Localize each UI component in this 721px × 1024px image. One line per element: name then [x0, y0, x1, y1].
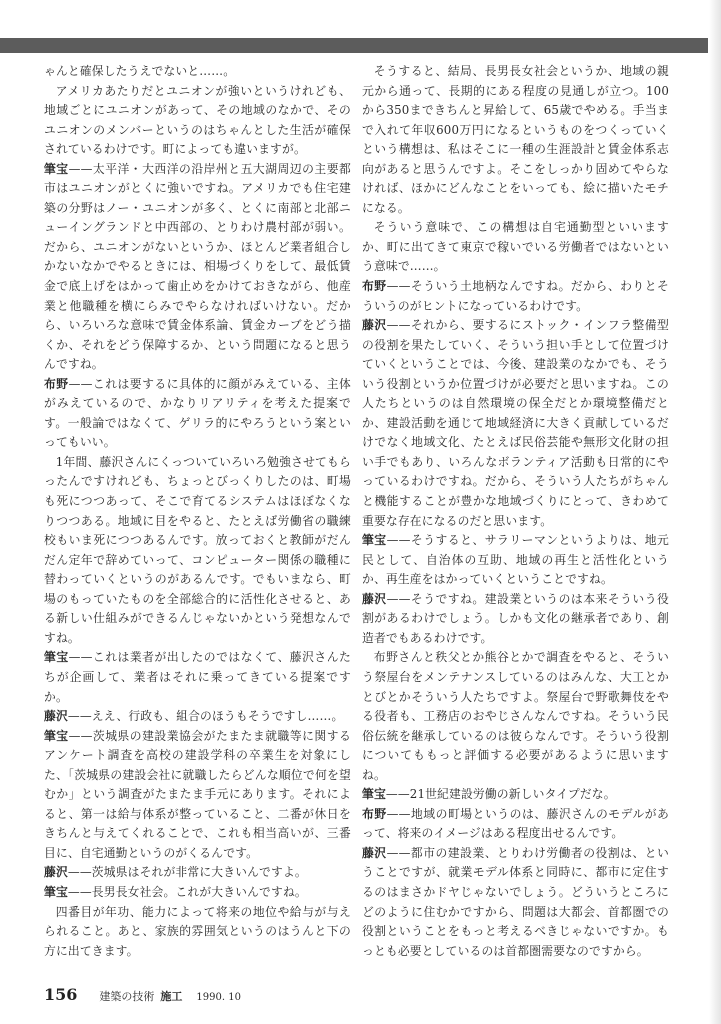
speaker-name: 藤沢	[362, 845, 387, 860]
paragraph	[44, 62, 351, 82]
magazine-title: 建築の技術	[99, 990, 155, 1003]
speaker-name: 藤沢	[44, 865, 68, 880]
paragraph-text: アメリカあたりだとユニオンが強いというけれども、地域ごとにユニオンがあって、その地域のなかで、そのユニオンのメンバーというのはちゃんとした生活が確保されているわけです。町によっても違いますが。	[44, 83, 351, 157]
paragraph-text: ——21世紀建設労働の新しいタイプだな。	[385, 787, 616, 802]
speaker-name: 筆宝	[362, 787, 386, 802]
paragraph-text: ——それから、要するにストック・インフラ整備型の役割を果たしていく、そういう担い手として位置づけていくということでは、今後、建設業のなかでも、そういう役割というか位置づけが必要だと思いますね。この人たちというのは自然環境の保全だとか環境整備だとか、建設活動を通じて地域経済に大きく貢献しているだけでなく地域文化、たとえば民俗芸能や無形文化財の担い手でもあり、いろんなボランティア活動も日常的にやっているわけですね。だから、そういう人たちがちゃんと機能することが豊かな地域づくりにとって、きわめて重要な存在になるのだと思います。	[362, 318, 669, 528]
paragraph	[44, 648, 351, 707]
paragraph	[44, 863, 351, 883]
paragraph	[44, 903, 351, 962]
paragraph-text: ——これは業者が出したのではなくて、藤沢さんたちが企画して、業者はそれに乗ってきている提案ですか。	[44, 650, 351, 704]
issue-date: 1990. 10	[196, 992, 241, 1003]
speaker-name: 筆宝	[44, 728, 69, 743]
paragraph-text: ——都市の建設業、とりわけ労働者の役割は、ということですが、就業モデル体系と同時に、都市に定住するのはまさかドヤじゃないでしょう。どういうところにどのように住むかですから、問題は大都会、首都圏での役割ということをもっと考えるべきじゃないですか。もっとも必要としているのは首都圏需要なのですから。	[362, 845, 669, 958]
paragraph	[362, 277, 669, 316]
paragraph-text: ——長男長女社会。これが大きいんですね。	[67, 884, 307, 899]
paragraph	[362, 805, 669, 844]
paragraph-text: ——茨城県はそれが非常に大きいんですよ。	[67, 865, 307, 880]
paragraph-text: 布野さんと秩父とか熊谷とかで調査をやると、そういう祭屋台をメンテナンスしているのはみんな、大工とかとびとかそういう人たちですよ。祭屋台で野歌舞伎をやる役者も、工務店のおやじさんなんですね。そういう民俗伝統を継承しているのは彼らなんです。そういう役割についてももっと評価する必要があるように思いますね。	[362, 650, 669, 782]
speaker-name: 筆宝	[44, 650, 69, 665]
paragraph	[362, 590, 669, 649]
paragraph	[362, 844, 669, 961]
speaker-name: 布野	[362, 279, 387, 294]
paragraph-text: ——そうですね。建設業というのは本来そういう役割があるわけでしょう。しかも文化の継承者であり、創造者でもあるわけです。	[362, 591, 669, 645]
paragraph	[362, 218, 669, 277]
paragraph-text: ——地域の町場というのは、藤沢さんのモデルがあって、将来のイメージはある程度出せるんです。	[362, 806, 669, 841]
paragraph	[44, 883, 351, 903]
speaker-name: 筆宝	[44, 884, 68, 899]
paragraph	[44, 727, 351, 864]
page-edge-shadow	[709, 0, 721, 1024]
paragraph	[44, 82, 351, 160]
left-column	[44, 62, 351, 961]
speaker-name: 布野	[44, 376, 69, 391]
paragraph-text: そうすると、結局、長男長女社会というか、地域の親元から通って、長期的にある程度の見通しが立つ。100から350まできちんと昇給して、65歳でやめる。手当まで入れて年収600万円になるというものをつくっていくという構想は、私はそこに一種の生涯設計と賃金体系志向があると思うんですよ。そこをしっかり固めてやらなければ、ほかにどんなことをいっても、絵に描いたモチになる。	[362, 64, 669, 215]
paragraph-text: そういう意味で、この構想は自宅通勤型といいますか、町に出てきて東京で稼いでいる労働者ではないという意味で……。	[362, 220, 669, 274]
right-column	[362, 62, 669, 961]
paragraph-text: ゃんと確保したうえでないと……。	[44, 64, 236, 78]
paragraph-text: ——太平洋・大西洋の沿岸州と五大湖周辺の主要都市はユニオンがとくに強いですね。アメリカでも住宅建築の分野はノー・ユニオンが多く、とくに南部と北部ニューイングランドと中西部の、とりわけ農村部が弱い。だから、ユニオンがないというか、ほとんど業者組合しかないなかでやるときには、相場づくりをして、最低賃金で底上げをはかって歯止めをかけておきながら、他産業と他職種を横にらみでやらなければいけない。だから、いろいろな意味で賃金体系論、賃金カーブをどう描くか、それをどう保障するか、という問題になると思うんですね。	[44, 161, 351, 372]
header-bar	[0, 38, 708, 53]
page-number: 156	[44, 985, 78, 1004]
paragraph	[44, 375, 351, 453]
paragraph	[44, 707, 351, 727]
paragraph	[362, 62, 669, 218]
paragraph	[362, 785, 669, 805]
paragraph	[44, 160, 351, 375]
speaker-name: 藤沢	[44, 709, 68, 724]
paragraph	[362, 648, 669, 785]
speaker-name: 筆宝	[362, 533, 387, 548]
speaker-name: 筆宝	[44, 161, 69, 176]
page-footer	[44, 985, 241, 1009]
paragraph-text: ——これは要するに具体的に顔がみえている、主体がみえているので、かなりリアリティを考えた提案です。一般論ではなくて、ゲリラ的にやろうという案といってもいい。	[44, 376, 351, 450]
speaker-name: 藤沢	[362, 591, 387, 606]
paragraph-text: ——そうすると、サラリーマンというよりは、地元民として、自治体の互助、地域の再生と活性化というか、再生産をはかっていくということですね。	[362, 533, 669, 587]
paragraph-text: 1年間、藤沢さんにくっついていろいろ勉強させてもらったんですけれども、ちょっとびっくりしたのは、町場も死につつあって、そこで育てるシステムはほぼなくなりつつある。地域に目をやると、たとえば労働省の職練校もいま死につつあるんです。放っておくと教師がだんだん定年で辞めていって、コンピューター関係の職種に替わっていくというのがあるんです。でもいまなら、町場のもっていたものを全部総合的に活性化させると、ある新しい仕組みができるんじゃないかという発想なんですね。	[44, 454, 351, 645]
speaker-name: 藤沢	[362, 318, 387, 333]
paragraph-text: ——そういう土地柄なんですね。だから、わりとそういうのがヒントになっているわけです。	[362, 279, 669, 313]
paragraph-text: ——ええ、行政も、組合のほうもそうですし……。	[67, 709, 344, 724]
paragraph	[44, 453, 351, 648]
paragraph	[362, 531, 669, 590]
magazine-section: 施工	[160, 990, 183, 1003]
speaker-name: 布野	[362, 806, 387, 821]
paragraph-text: 四番目が年功、能力によって将来の地位や給与が与えられること。あと、家族的雰囲気というのはうんと下の方に出てきます。	[44, 904, 351, 958]
paragraph-text: ——茨城県の建設業協会がたまたま就職等に関するアンケート調査を高校の建設学科の卒業生を対象にした、「茨城県の建設会社に就職したらどんな順位で何を望むか」という調査がたまたま手元にあります。それによると、第一は給与体系が整っていること、二番が休日をきちんと与えてくれることで、これも相当高いが、三番目に、自宅通勤というのがくるんです。	[44, 728, 351, 860]
paragraph	[362, 316, 669, 531]
